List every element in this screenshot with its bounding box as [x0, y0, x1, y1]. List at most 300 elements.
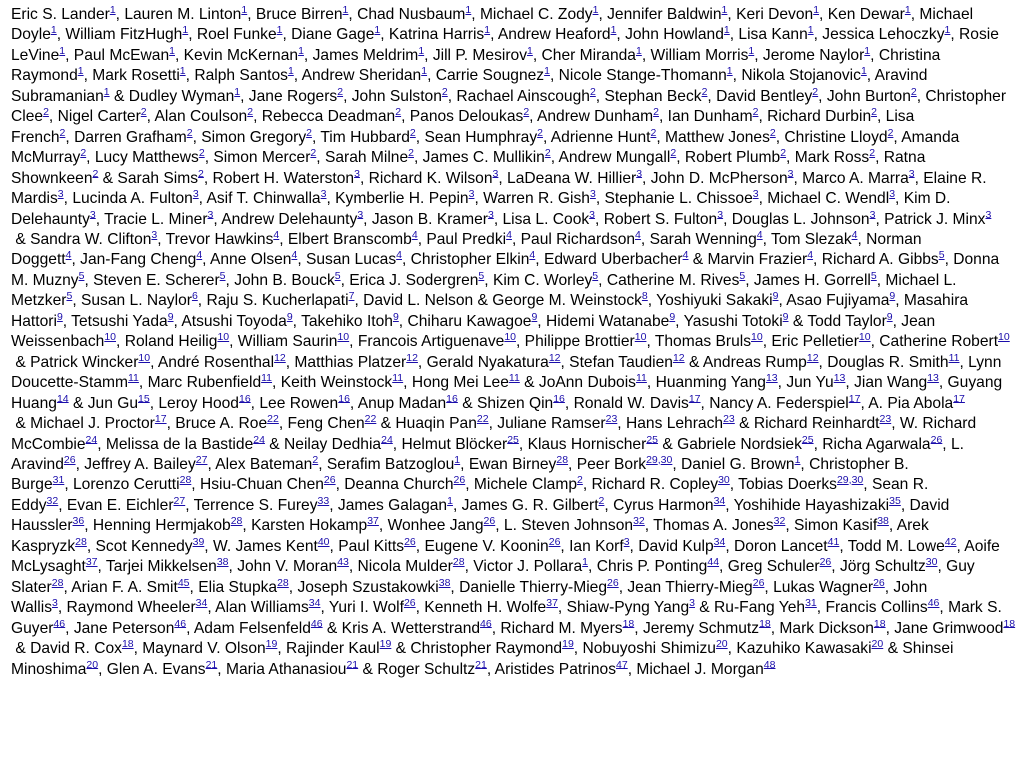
affiliation-link[interactable]: 18 — [873, 617, 886, 630]
affiliation-link[interactable]: 4 — [529, 249, 536, 262]
author-name: Hans Lehrach — [625, 415, 724, 433]
affiliation-link[interactable]: 48 — [763, 658, 776, 671]
author-separator: , — [75, 455, 85, 473]
affiliation-link[interactable]: 46 — [480, 617, 492, 630]
affiliation-link[interactable]: 2 — [598, 494, 605, 507]
affiliation-link[interactable]: 26 — [607, 576, 619, 589]
author-separator: , — [568, 455, 577, 473]
affiliation-link[interactable]: 40 — [317, 535, 330, 548]
affiliation-link[interactable]: 26 — [873, 576, 885, 589]
author-name: John V. Moran — [237, 558, 338, 576]
affiliation-link[interactable]: 26 — [323, 474, 336, 487]
affiliation-link[interactable]: 10 — [138, 351, 151, 364]
affiliation-link[interactable]: 4 — [682, 249, 689, 262]
affiliation-link[interactable]: 2 — [395, 106, 402, 119]
affiliation-link[interactable]: 29 — [836, 474, 849, 487]
author-entry — [625, 26, 738, 43]
affiliation-link[interactable]: 21 — [475, 658, 487, 671]
affiliation-link[interactable]: 5 — [478, 269, 485, 282]
affiliation-link[interactable]: 17 — [154, 412, 167, 425]
affiliation-link[interactable]: 18 — [121, 637, 134, 650]
author-separator: , — [598, 271, 607, 289]
affiliation-link[interactable]: 3 — [320, 187, 327, 200]
affiliation-link[interactable]: 2 — [59, 126, 66, 139]
affiliation-link[interactable]: 34 — [713, 535, 726, 548]
affiliation-link[interactable]: 9 — [669, 310, 676, 323]
affiliation-link[interactable]: 2 — [198, 167, 204, 180]
author-name: Sarah Milne — [324, 149, 409, 167]
affiliation-link[interactable]: 6 — [191, 290, 198, 303]
affiliation-link[interactable]: 21 — [346, 658, 359, 671]
affiliation-link[interactable]: 26 — [548, 535, 561, 548]
author-separator: , — [884, 578, 894, 596]
affiliation-link[interactable]: 22 — [267, 412, 279, 425]
affiliation-link[interactable]: 3 — [492, 167, 499, 180]
affiliation-link[interactable]: 2 — [544, 146, 551, 159]
author-separator: , — [529, 108, 537, 126]
author-entry — [826, 85, 926, 105]
affiliation-link[interactable]: 20 — [871, 637, 884, 650]
author-separator: , — [133, 640, 143, 658]
affiliation-link[interactable]: 2 — [670, 146, 677, 159]
affiliation-link[interactable]: 1 — [182, 24, 189, 37]
affiliation-link[interactable]: 3 — [468, 187, 475, 200]
affiliation-link[interactable]: 16 — [446, 392, 458, 405]
affiliation-link[interactable]: 46 — [310, 617, 323, 630]
affiliation-link[interactable]: 24 — [85, 433, 98, 446]
affiliation-link[interactable]: 35 — [889, 494, 901, 507]
affiliation-link[interactable]: 3 — [192, 187, 199, 200]
affiliation-link[interactable]: 3 — [589, 208, 596, 221]
affiliation-link[interactable]: 4 — [396, 249, 402, 262]
affiliation-link[interactable]: 27 — [173, 494, 186, 507]
author-separator: , — [277, 640, 287, 658]
affiliation-link[interactable]: 26 — [404, 535, 416, 548]
affiliation-link[interactable]: 1 — [864, 44, 871, 57]
affiliation-link[interactable]: 30 — [925, 556, 938, 569]
affiliation-link[interactable]: 22 — [364, 412, 377, 425]
affiliation-link[interactable]: 31 — [805, 596, 817, 609]
affiliation-link[interactable]: 11 — [508, 371, 520, 384]
author-separator: , — [800, 455, 810, 473]
affiliation-link[interactable]: 3 — [207, 208, 214, 221]
affiliation-link[interactable]: 45 — [177, 576, 190, 589]
affiliation-link[interactable]: 31 — [52, 474, 65, 487]
affiliation-link[interactable]: 17 — [953, 392, 965, 405]
affiliation-link[interactable]: 23 — [605, 412, 618, 425]
affiliation-link[interactable]: 2 — [650, 126, 657, 139]
affiliation-link[interactable]: 3 — [357, 208, 364, 221]
affiliation-link[interactable]: 2 — [80, 146, 87, 159]
affiliation-link[interactable]: 23 — [723, 412, 735, 425]
affiliation-link[interactable]: 7 — [348, 290, 355, 303]
affiliation-link[interactable]: 2 — [312, 453, 319, 466]
affiliation-link[interactable]: 28 — [75, 535, 87, 548]
affiliation-link[interactable]: 4 — [851, 228, 858, 241]
affiliation-link[interactable]: 1 — [860, 65, 867, 78]
affiliation-link[interactable]: 1 — [904, 3, 911, 16]
affiliation-link[interactable]: 26 — [453, 474, 466, 487]
affiliation-link[interactable]: 12 — [548, 351, 561, 364]
affiliation-link[interactable]: 2 — [871, 106, 877, 119]
affiliation-link[interactable]: 2 — [701, 85, 708, 98]
affiliation-link[interactable]: 1 — [813, 3, 820, 16]
affiliation-link[interactable]: 5 — [334, 269, 341, 282]
affiliation-link[interactable]: 1 — [794, 453, 801, 466]
affiliation-link[interactable]: 20 — [715, 637, 728, 650]
author-separator: , — [942, 435, 951, 453]
affiliation-link[interactable]: 3 — [689, 596, 695, 609]
affiliation-link[interactable]: 34 — [713, 494, 726, 507]
affiliation-link[interactable]: 28 — [452, 556, 465, 569]
affiliation-link[interactable]: 30 — [660, 453, 673, 466]
affiliation-link[interactable]: 26 — [403, 596, 416, 609]
author-separator: , — [228, 558, 238, 576]
affiliation-link[interactable]: 1 — [276, 24, 283, 37]
affiliation-link[interactable]: 46 — [927, 596, 940, 609]
affiliation-link[interactable]: 26 — [63, 453, 76, 466]
affiliation-link[interactable]: 1 — [169, 44, 175, 57]
author-entry — [147, 371, 281, 392]
affiliation-link[interactable]: 1 — [287, 65, 294, 78]
affiliation-link[interactable]: 12 — [806, 351, 819, 364]
affiliation-link[interactable]: 2 — [306, 126, 312, 139]
affiliation-link[interactable]: 19 — [265, 637, 278, 650]
affiliation-link[interactable]: 28 — [230, 515, 243, 528]
affiliation-link[interactable]: 5 — [78, 269, 85, 282]
affiliation-link[interactable]: 21 — [205, 658, 218, 671]
affiliation-link[interactable]: 1 — [109, 3, 116, 16]
affiliation-link[interactable]: 1 — [944, 24, 951, 37]
author-separator: , — [762, 230, 772, 248]
affiliation-link[interactable]: 2 — [653, 106, 659, 119]
affiliation-link[interactable]: 18 — [759, 617, 771, 630]
affiliation-link[interactable]: 5 — [938, 249, 945, 262]
author-entry — [410, 637, 583, 658]
affiliation-link[interactable]: 3 — [487, 208, 494, 221]
affiliation-link[interactable]: 39 — [192, 535, 205, 548]
author-name: Nicole Stange-Thomann — [558, 67, 727, 85]
affiliation-link[interactable]: 32 — [633, 515, 645, 528]
affiliation-link[interactable]: 2 — [887, 126, 894, 139]
affiliation-link[interactable]: 1 — [610, 24, 617, 37]
affiliation-link[interactable]: 10 — [504, 331, 516, 344]
affiliation-link[interactable]: 1 — [179, 65, 186, 78]
author-entry — [794, 146, 884, 167]
affiliation-link[interactable]: 17 — [848, 392, 861, 405]
affiliation-link[interactable]: 12 — [672, 351, 685, 364]
affiliation-link[interactable]: 28 — [51, 576, 64, 589]
affiliation-link[interactable]: 1 — [527, 44, 533, 57]
affiliation-link[interactable]: 41 — [827, 535, 840, 548]
affiliation-link[interactable]: 1 — [234, 85, 241, 98]
affiliation-link[interactable]: 2 — [752, 106, 759, 119]
author-separator: , — [343, 87, 352, 105]
affiliation-link[interactable]: 1 — [298, 44, 304, 57]
affiliation-link[interactable]: 1 — [342, 3, 349, 16]
author-separator: , — [57, 599, 67, 617]
affiliation-link[interactable]: 2 — [780, 146, 787, 159]
author-name: Alan Coulson — [154, 108, 248, 126]
affiliation-link[interactable]: 4 — [756, 228, 763, 241]
affiliation-link[interactable]: 2 — [577, 474, 583, 487]
affiliation-link[interactable]: 28 — [179, 474, 192, 487]
affiliation-link[interactable]: 1 — [447, 494, 453, 507]
affiliation-link[interactable]: 1 — [374, 24, 381, 37]
affiliation-link[interactable]: 3 — [985, 208, 992, 221]
affiliation-link[interactable]: 1 — [582, 556, 589, 569]
affiliation-link[interactable]: 4 — [65, 249, 72, 262]
affiliation-link[interactable]: 3 — [354, 167, 360, 180]
affiliation-link[interactable]: 36 — [72, 515, 85, 528]
affiliation-link[interactable]: 3 — [589, 187, 596, 200]
affiliation-link[interactable]: 9 — [531, 310, 538, 323]
affiliation-link[interactable]: 1 — [726, 65, 733, 78]
affiliation-link[interactable]: 11 — [261, 371, 273, 384]
affiliation-link[interactable]: 9 — [167, 310, 174, 323]
affiliation-link[interactable]: 2 — [589, 85, 596, 98]
affiliation-link[interactable]: 10 — [751, 331, 763, 344]
affiliation-link[interactable]: 4 — [291, 249, 298, 262]
affiliation-link[interactable]: 1 — [103, 85, 110, 98]
affiliation-link[interactable]: 4 — [635, 228, 641, 241]
affiliation-link[interactable]: 46 — [174, 617, 187, 630]
affiliation-link[interactable]: 2 — [523, 106, 530, 119]
affiliation-link[interactable]: 1 — [544, 65, 550, 78]
affiliation-link[interactable]: 25 — [646, 433, 658, 446]
affiliation-link[interactable]: 12 — [274, 351, 286, 364]
affiliation-link[interactable]: 2 — [186, 126, 193, 139]
affiliation-link[interactable]: 2 — [43, 106, 49, 119]
affiliation-link[interactable]: 13 — [765, 371, 778, 384]
affiliation-link[interactable]: 1 — [723, 24, 730, 37]
affiliation-link[interactable]: 38 — [877, 515, 889, 528]
affiliation-link[interactable]: 3 — [89, 208, 96, 221]
affiliation-link[interactable]: 24 — [253, 433, 265, 446]
affiliation-link[interactable]: 1 — [241, 3, 248, 16]
affiliation-link[interactable]: 5 — [739, 269, 746, 282]
affiliation-link[interactable]: 1 — [59, 44, 66, 57]
affiliation-link[interactable]: 3 — [869, 208, 876, 221]
author-name: Michael J. Morgan — [636, 660, 764, 678]
affiliation-link[interactable]: 9 — [392, 310, 399, 323]
affiliation-link[interactable]: 9 — [56, 310, 63, 323]
author-entry — [606, 269, 754, 289]
affiliation-link[interactable]: 1 — [418, 44, 425, 57]
affiliation-link[interactable]: 1 — [50, 24, 57, 37]
affiliation-link[interactable]: 34 — [195, 596, 208, 609]
author-name: Lauren M. Linton — [124, 6, 242, 23]
affiliation-link[interactable]: 17 — [688, 392, 701, 405]
affiliation-link[interactable]: 18 — [622, 617, 635, 630]
affiliation-link[interactable]: 2 — [409, 126, 416, 139]
affiliation-link[interactable]: 1 — [484, 24, 491, 37]
affiliation-link[interactable]: 3 — [636, 167, 643, 180]
affiliation-link[interactable]: 2 — [869, 146, 876, 159]
affiliation-link[interactable]: 11 — [392, 371, 404, 384]
affiliation-link[interactable]: 1 — [454, 453, 461, 466]
affiliation-link[interactable]: 3 — [151, 228, 158, 241]
affiliation-link[interactable]: 3 — [52, 596, 58, 609]
affiliation-link[interactable]: 46 — [53, 617, 66, 630]
affiliation-link[interactable]: 5 — [219, 269, 226, 282]
author-entry — [627, 576, 774, 596]
affiliation-link[interactable]: 3 — [57, 187, 64, 200]
affiliation-link[interactable]: 32 — [46, 494, 59, 507]
affiliation-link[interactable]: 10 — [217, 331, 230, 344]
affiliation-link[interactable]: 38 — [438, 576, 451, 589]
affiliation-link[interactable]: 25 — [507, 433, 519, 446]
affiliation-link[interactable]: 44 — [707, 556, 720, 569]
affiliation-link[interactable]: 2 — [247, 106, 254, 119]
author-name: Catherine Robert — [879, 333, 999, 351]
affiliation-link[interactable]: 1 — [465, 3, 472, 16]
affiliation-link[interactable]: 30 — [851, 474, 864, 487]
affiliation-link[interactable]: 4 — [411, 228, 418, 241]
affiliation-link[interactable]: 26 — [930, 433, 943, 446]
affiliation-link[interactable]: 20 — [86, 658, 99, 671]
affiliation-link[interactable]: 2 — [92, 167, 99, 180]
author-separator: , — [348, 558, 358, 576]
affiliation-link[interactable]: 2 — [310, 146, 317, 159]
affiliation-link[interactable]: 3 — [717, 208, 724, 221]
affiliation-link[interactable]: 2 — [140, 106, 147, 119]
affiliation-link[interactable]: 12 — [406, 351, 418, 364]
author-separator: , — [616, 26, 626, 44]
affiliation-link[interactable]: 23 — [879, 412, 892, 425]
affiliation-link[interactable]: 1 — [592, 3, 599, 16]
author-separator: , — [937, 558, 947, 576]
affiliation-link[interactable]: 22 — [476, 412, 489, 425]
affiliation-link[interactable]: 42 — [944, 535, 957, 548]
affiliation-link[interactable]: 1 — [635, 44, 642, 57]
affiliation-link[interactable]: 9 — [889, 290, 896, 303]
affiliation-link[interactable]: 8 — [641, 290, 648, 303]
affiliation-link[interactable]: 37 — [85, 556, 98, 569]
author-entry — [784, 126, 902, 146]
affiliation-link[interactable]: 19 — [379, 637, 392, 650]
author-name: Ian Korf — [569, 537, 624, 555]
affiliation-link[interactable]: 15 — [138, 392, 150, 405]
author-entry — [822, 251, 954, 268]
affiliation-link[interactable]: 26 — [819, 556, 832, 569]
affiliation-link[interactable]: 3 — [752, 187, 759, 200]
author-entry — [210, 251, 306, 268]
author-name: Richard M. Myers — [500, 619, 623, 637]
author-separator: , — [786, 149, 795, 167]
affiliation-link[interactable]: 32 — [773, 515, 786, 528]
affiliation-link[interactable]: 18 — [1003, 617, 1016, 630]
author-name: Keri Devon — [736, 6, 814, 23]
affiliation-link[interactable]: 3 — [908, 167, 915, 180]
author-name: Chiharu Kawagoe — [407, 312, 532, 330]
affiliation-link[interactable]: 11 — [128, 371, 139, 384]
affiliation-link[interactable]: 11 — [635, 371, 647, 384]
author-entry — [827, 351, 969, 371]
author-entry — [494, 658, 637, 678]
affiliation-link[interactable]: 16 — [238, 392, 251, 405]
affiliation-link[interactable]: 9 — [782, 310, 789, 323]
author-name: Aoife McLysaght — [11, 537, 1000, 576]
affiliation-link[interactable]: 4 — [807, 249, 814, 262]
affiliation-link[interactable]: 16 — [553, 392, 565, 405]
author-entry — [736, 637, 903, 658]
affiliation-link[interactable]: 34 — [308, 596, 321, 609]
affiliation-link[interactable]: 2 — [910, 85, 917, 98]
affiliation-link[interactable]: 2 — [537, 126, 543, 139]
author-name: Kris A. Wetterstrand — [341, 619, 481, 637]
affiliation-link[interactable]: 10 — [104, 331, 117, 344]
affiliation-link[interactable]: 10 — [337, 331, 350, 344]
affiliation-link[interactable]: 2 — [812, 85, 819, 98]
affiliation-link[interactable]: 13 — [927, 371, 939, 384]
affiliation-link[interactable]: 25 — [801, 433, 814, 446]
affiliation-link[interactable]: 28 — [277, 576, 289, 589]
affiliation-link[interactable]: 1 — [807, 24, 814, 37]
affiliation-link[interactable]: 4 — [196, 249, 203, 262]
affiliation-link[interactable]: 2 — [769, 126, 776, 139]
affiliation-link[interactable]: 10 — [998, 331, 1010, 344]
affiliation-link[interactable]: 5 — [66, 290, 73, 303]
affiliation-link[interactable]: 9 — [772, 290, 779, 303]
affiliation-link[interactable]: 2 — [337, 85, 344, 98]
affiliation-link[interactable]: 47 — [616, 658, 628, 671]
affiliation-link[interactable]: 3 — [623, 535, 630, 548]
affiliation-link[interactable]: 19 — [562, 637, 574, 650]
affiliation-link[interactable]: 26 — [752, 576, 765, 589]
affiliation-link[interactable]: 4 — [506, 228, 512, 241]
affiliation-link[interactable]: 3 — [889, 187, 896, 200]
affiliation-link[interactable]: 3 — [787, 167, 794, 180]
affiliation-link[interactable]: 28 — [556, 453, 569, 466]
affiliation-link[interactable]: 1 — [748, 44, 755, 57]
affiliation-link[interactable]: 24 — [381, 433, 393, 446]
affiliation-link[interactable]: 14 — [56, 392, 69, 405]
affiliation-link[interactable]: 43 — [337, 556, 349, 569]
affiliation-link[interactable]: 2 — [408, 146, 414, 159]
affiliation-link[interactable]: 11 — [948, 351, 960, 364]
affiliation-link[interactable]: 38 — [216, 556, 229, 569]
affiliation-link[interactable]: 4 — [273, 228, 280, 241]
affiliation-link[interactable]: 1 — [721, 3, 728, 16]
affiliation-link[interactable]: 37 — [367, 515, 379, 528]
affiliation-link[interactable]: 5 — [870, 269, 877, 282]
affiliation-link[interactable]: 2 — [198, 146, 205, 159]
affiliation-link[interactable]: 9 — [286, 310, 293, 323]
author-name: L. Steven Johnson — [503, 517, 634, 535]
affiliation-link[interactable]: 10 — [634, 331, 647, 344]
author-entry — [183, 44, 313, 64]
author-separator: , — [349, 333, 358, 351]
affiliation-link[interactable]: 16 — [338, 392, 350, 405]
affiliation-link[interactable]: 2 — [441, 85, 448, 98]
affiliation-link[interactable]: 5 — [592, 269, 599, 282]
author-entry — [125, 333, 238, 350]
affiliation-link[interactable]: 33 — [317, 494, 330, 507]
affiliation-link[interactable]: 26 — [483, 515, 496, 528]
affiliation-link[interactable]: 37 — [546, 596, 558, 609]
affiliation-link[interactable]: 29 — [646, 453, 658, 466]
affiliation-link[interactable]: 27 — [195, 453, 208, 466]
affiliation-link[interactable]: 1 — [77, 65, 84, 78]
author-name: Danielle Thierry-Mieg — [459, 578, 607, 596]
affiliation-link[interactable]: 9 — [886, 310, 893, 323]
author-separator: , — [417, 230, 427, 248]
affiliation-link[interactable]: 10 — [858, 331, 871, 344]
affiliation-link[interactable]: 30 — [718, 474, 730, 487]
affiliation-link[interactable]: 1 — [421, 65, 428, 78]
affiliation-link[interactable]: 13 — [833, 371, 846, 384]
